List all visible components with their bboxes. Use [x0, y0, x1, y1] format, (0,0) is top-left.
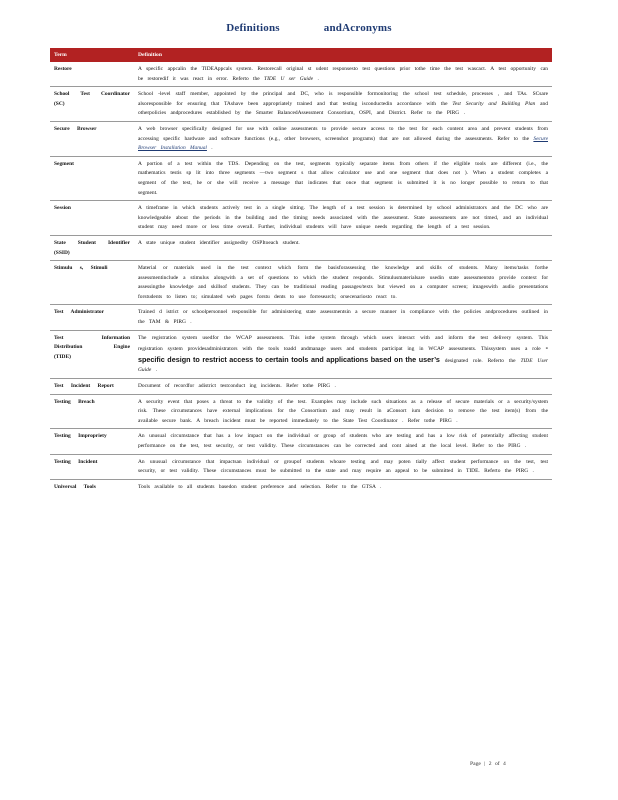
title-part-1: Definitions: [226, 22, 280, 34]
term-cell: Testing Impropriety: [50, 429, 134, 454]
term-cell: Secure Browser: [50, 121, 134, 156]
table-header-row: [50, 48, 552, 62]
page-number: | 2 of 4: [484, 761, 506, 767]
table-row: [50, 201, 552, 236]
table-row: [50, 305, 552, 330]
table-row: [50, 156, 552, 200]
term-cell: Test Administrator: [50, 305, 134, 330]
term-cell: Testing Breach: [50, 394, 134, 429]
selected-text-fragment: - specific design to restrict access to certain tools and applications based on the user’s: [138, 343, 548, 364]
definition-cell: Material or materials used in the test context which form the basisforassessing the knowledge and skills of students. Many items/tasks forthe assessmentinclude a stimulus alongwith a set of questions to which the student responds. Stimulusmaterialsare usedin state assessmentsto provide context for assessingthe knowledge and skillsof students. They can be traditional reading passages/texts but viewed on a computer screen; imageswith audio presentations forstudents to listen to; simulated web pages forstu dents to use forresearch; orsecenariosto react to.: [134, 261, 552, 305]
definition-text: School -level staff member, appointed by the principal and DC, who is responsible formonitoring the school test schedule, processes , and TAs. SCsare alsoresponsible for ensuring that TAshave been appropriately trained and that testing isconductedin accordance with the: [138, 91, 548, 107]
definition-tail: and otherpolicies andprocedures established by the Smarter BalancedAssessment Consortium, OSPI, and District. Refer to the PIRG .: [138, 100, 548, 117]
definition-cell: A timeframe in which students actively test in a single sitting. The length of a test session is determined by school administrators and the DC who are knowledgeable about the periods in the building and the timing needs associated with the assessment. State assessments are not timed, and an individual student may need more or less time overall. Further, individual students will have unique needs regarding the length of a test session.: [134, 201, 552, 236]
page-footer: [470, 761, 506, 767]
definition-cell: A portion of a test within the TDS. Depending on the test, segments typically separate items from others if the eligible tools are different (i.e., the mathematics testis sp lit into three segments —two segment s that allow calculator use and one segment that does not ). When a student completes a segment of the test, he or she will receive a message that indicates that once that segment is submitted it is no longer possible to return to that segment.: [134, 156, 552, 200]
table-row: [50, 330, 552, 378]
table-row: [50, 379, 552, 395]
term-cell: Testing Incident: [50, 454, 134, 479]
definition-text: A web browser specifically designed for use with online assessments to provide secure access to the test for each content area and prevent students from accessing specific hardware and software functions (e.g., other browsers, screenshot programs) that are not allowed during the assessments. Refer to the: [138, 125, 548, 142]
term-cell: School Test Coordinator (SC): [50, 87, 134, 122]
definition-italic: TIDE U ser Guide: [264, 75, 314, 82]
term-cell: Stimulu s, Stimuli: [50, 261, 134, 305]
term-cell: Segment: [50, 156, 134, 200]
definition-cell: Document of recordfor adistrict testconduct ing incidents. Refer tothe PIRG .: [134, 379, 552, 395]
table-row: [50, 479, 552, 494]
definition-cell: [134, 121, 552, 156]
term-cell: Universal Tools: [54, 483, 96, 490]
definition-cell: An unusual circumstance that has a low impact on the individual or group of students who are testing and has a low risk of potentially affecting student performance on the test, test security, or test validity. These circumstances can be corrected and cont ained at the local level. Refer to the PIRG .: [134, 429, 552, 454]
term-cell: Restore: [50, 62, 134, 87]
definition-cell: A security event that poses a threat to the validity of the test. Examples may include such situations as a release of secure materials or a security/system risk. These circumstances have external implications for the Consortium and may result in aConsort ium decision to remove the test item(s) from the available secure bank. A breach incident must be reported immediately to the State Test Coordinator . Refer tothe PIRG .: [134, 394, 552, 429]
definition-italic: TIDE User Guide: [138, 357, 548, 374]
definition-cell: [134, 330, 552, 378]
definition-cell: Trained d istrict or schoolpersonnel responsible for administering state assessmentsin a secure manner in compliance with the policies andprocedures outlined in the TAM & PIRG .: [134, 305, 552, 330]
term-cell: State Student Identifier (SSID): [50, 235, 134, 260]
definitions-table: [50, 48, 552, 494]
table-row: [50, 121, 552, 156]
term-cell: Session: [50, 201, 134, 236]
definition-cell: Tools available to all students basedon student preference and selection. Refer to the GTSA .: [138, 483, 382, 490]
page-title: [0, 22, 618, 34]
page-label: Page: [470, 761, 481, 767]
definition-text: The registration system usedfor the WCAP assessments. This isthe system through which users interact with and inform the test delivery system. This registration system providesadministrators with the tools toadd andmanage users and students participat ing in WCAP assessments. Thissystem uses a role: [138, 334, 548, 353]
table-row: [50, 87, 552, 122]
term-cell: Test Information Distribution Engine (TIDE): [50, 330, 134, 378]
definition-italic: Test Security and Building Plan: [452, 100, 536, 107]
definition-tail: designated role. Referto the: [439, 357, 521, 364]
definition-tail-2: .: [151, 367, 158, 374]
header-definition: Definition: [134, 48, 552, 62]
table-row: [50, 454, 552, 479]
term-cell: Test Incident Report: [50, 379, 134, 395]
table-row: [50, 62, 552, 87]
header-term: Term: [50, 48, 134, 62]
title-part-2: andAcronyms: [323, 22, 392, 34]
definition-cell: [134, 62, 552, 87]
definition-cell: [134, 87, 552, 122]
definition-text: A specific appcalin the TIDEAppcals system. Restorecall original st udent responsesto test questions prior tothe time the test wascact. A test opportunity can be restoredif it was react in error. Referto the: [138, 66, 548, 82]
definition-cell: A state unique student identifier assignedby OSPItoeach student.: [134, 235, 552, 260]
table-row: [50, 394, 552, 429]
definition-tail: .: [206, 145, 213, 152]
table-row: [50, 429, 552, 454]
table-row: [50, 261, 552, 305]
definition-cell: An unusual circumstance that impactsan individual or groupof students whoare testing and may poten tially affect student performance on the test, test security, or test validity. These circumstances must be submitted to the state and may require an appeal to be submitted in TIDE. Referto the PIRG .: [134, 454, 552, 479]
secure-browser-manual-link[interactable]: Secure Browser Installation Manual: [138, 135, 548, 152]
definition-tail: .: [313, 75, 319, 82]
table-row: [50, 235, 552, 260]
